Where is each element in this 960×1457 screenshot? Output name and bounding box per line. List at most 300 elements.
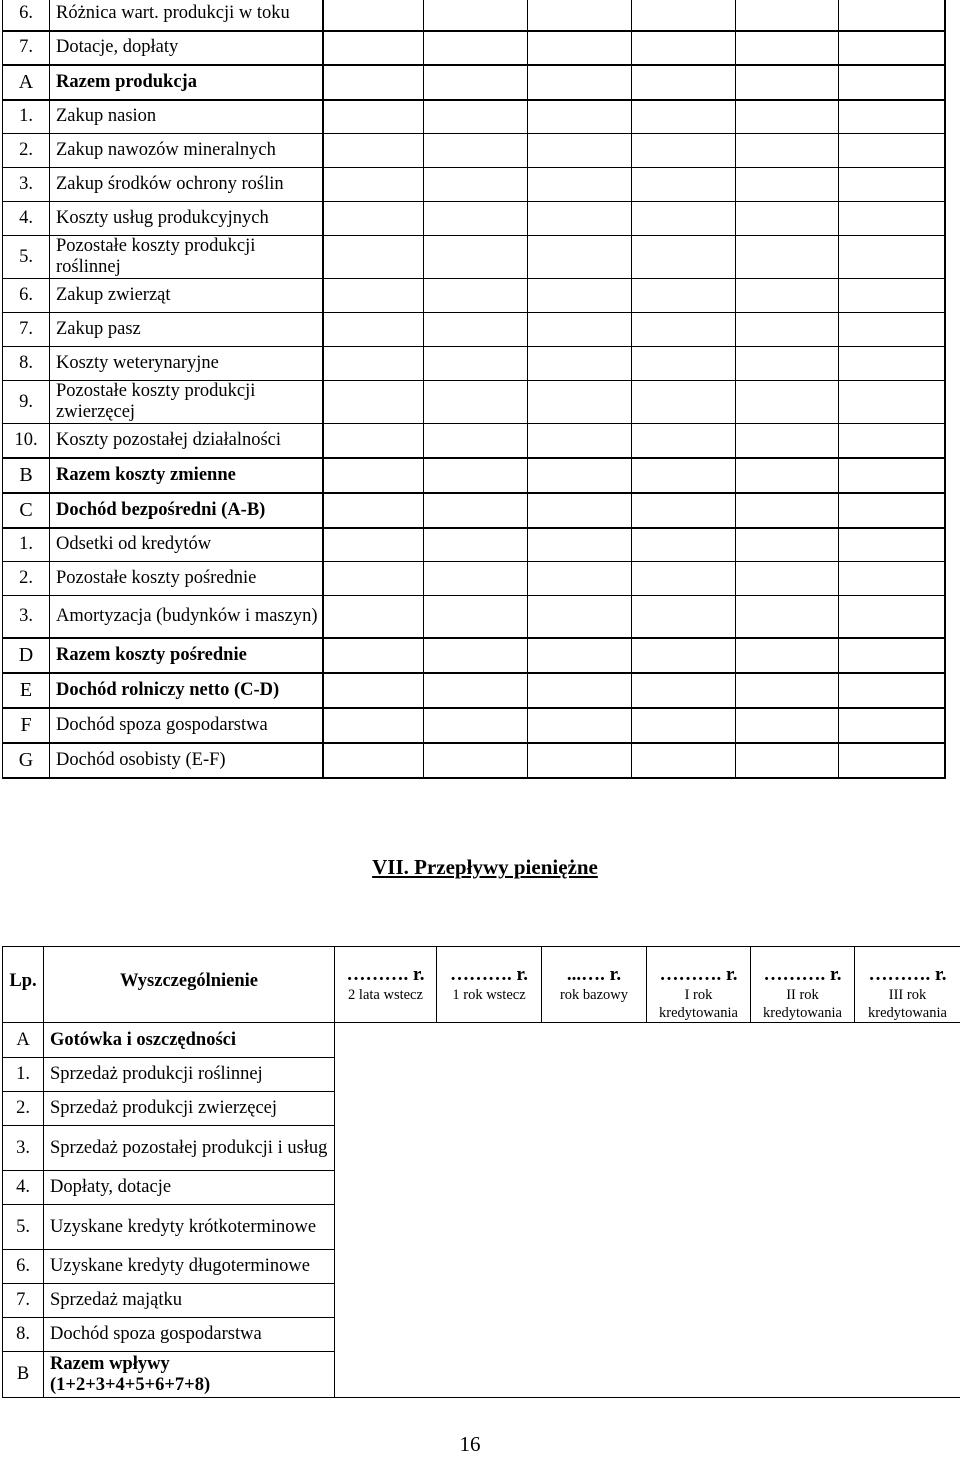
value-cell[interactable] [736,528,839,562]
value-cell[interactable] [839,0,945,31]
value-cell[interactable] [542,1171,647,1205]
value-cell[interactable] [632,236,736,279]
value-cell[interactable] [323,65,424,100]
table-row [3,1126,960,1171]
value-cell[interactable] [736,134,839,168]
value-cell[interactable] [736,381,839,424]
value-cell[interactable] [528,424,632,458]
value-cell[interactable] [839,347,945,381]
row-label: Zakup środków ochrony roślin [50,168,323,202]
value-cell[interactable] [323,673,424,708]
table-row [3,1318,960,1352]
table-row [3,1058,960,1092]
value-cell[interactable] [839,31,945,65]
table-row [3,236,945,279]
value-cell[interactable] [736,313,839,347]
value-cell[interactable] [323,708,424,743]
value-cell[interactable] [632,100,736,134]
value-cell[interactable] [528,528,632,562]
value-cell[interactable] [542,1092,647,1126]
value-cell[interactable] [632,596,736,638]
value-cell[interactable] [323,562,424,596]
value-cell[interactable] [855,1250,960,1284]
value-cell[interactable] [437,1058,542,1092]
value-cell[interactable] [736,168,839,202]
value-cell[interactable] [528,347,632,381]
value-cell[interactable] [855,1058,960,1092]
row-number: A [3,1023,44,1058]
row-number: B [3,458,50,493]
table-row [3,1171,960,1205]
value-cell[interactable] [839,458,945,493]
value-cell[interactable] [323,493,424,528]
row-label: Koszty weterynaryjne [50,347,323,381]
table-row [3,1023,960,1058]
value-cell[interactable] [528,236,632,279]
value-cell[interactable] [542,1058,647,1092]
row-number: 1. [3,1058,44,1092]
value-cell[interactable] [839,100,945,134]
table-row [3,1352,960,1398]
row-label: Sprzedaż majątku [44,1284,335,1318]
table-row [3,1092,960,1126]
value-cell[interactable] [736,638,839,673]
value-cell[interactable] [751,1023,855,1058]
table-row [3,279,945,313]
value-cell[interactable] [424,562,528,596]
value-cell[interactable] [839,562,945,596]
value-cell[interactable] [751,1250,855,1284]
row-label: Dochód spoza gospodarstwa [44,1318,335,1352]
value-cell[interactable] [542,1352,647,1398]
value-cell[interactable] [528,743,632,778]
value-cell[interactable] [424,313,528,347]
row-label: Dochód osobisty (E-F) [50,743,323,778]
value-cell[interactable] [323,424,424,458]
value-cell[interactable] [632,168,736,202]
header-year-2-credit: ………. r. II rok kredytowania [751,947,855,1023]
value-cell[interactable] [335,1126,437,1171]
value-cell[interactable] [542,1023,647,1058]
value-cell[interactable] [647,1023,751,1058]
table-row [3,347,945,381]
table-row [3,424,945,458]
value-cell[interactable] [855,1318,960,1352]
value-cell[interactable] [632,638,736,673]
table-row [3,381,945,424]
value-cell[interactable] [855,1126,960,1171]
value-cell[interactable] [323,202,424,236]
row-label: Uzyskane kredyty długoterminowe [44,1250,335,1284]
value-cell[interactable] [736,236,839,279]
value-cell[interactable] [528,596,632,638]
value-cell[interactable] [437,1284,542,1318]
value-cell[interactable] [632,458,736,493]
value-cell[interactable] [528,638,632,673]
value-cell[interactable] [437,1023,542,1058]
value-cell[interactable] [855,1205,960,1250]
row-number: G [3,743,50,778]
row-number: 3. [3,1126,44,1171]
value-cell[interactable] [424,743,528,778]
cashflow-header-row [3,947,960,1023]
value-cell[interactable] [736,493,839,528]
row-label: Gotówka i oszczędności [44,1023,335,1058]
header-description: Wyszczególnienie [44,947,335,1023]
value-cell[interactable] [736,347,839,381]
value-cell[interactable] [736,0,839,31]
value-cell[interactable] [632,65,736,100]
value-cell[interactable] [751,1284,855,1318]
header-year-1-back: ………. r. 1 rok wstecz [437,947,542,1023]
table-row [3,596,945,638]
value-cell[interactable] [323,347,424,381]
value-cell[interactable] [528,168,632,202]
row-number: B [3,1352,44,1398]
value-cell[interactable] [751,1205,855,1250]
value-cell[interactable] [839,313,945,347]
row-label: Zakup pasz [50,313,323,347]
value-cell[interactable] [528,708,632,743]
header-year-2-back: ………. r. 2 lata wstecz [335,947,437,1023]
row-label: Amortyzacja (budynków i maszyn) [50,596,323,638]
page-number: 16 [0,1432,940,1457]
row-label: Pozostałe koszty produkcji roślinnej [50,236,323,279]
row-label: Dotacje, dopłaty [50,31,323,65]
value-cell[interactable] [736,65,839,100]
table-row [3,134,945,168]
row-number: 7. [3,313,50,347]
value-cell[interactable] [424,596,528,638]
value-cell[interactable] [323,134,424,168]
value-cell[interactable] [647,1205,751,1250]
row-number: 6. [3,1250,44,1284]
row-label: Razem koszty pośrednie [50,638,323,673]
value-cell[interactable] [528,100,632,134]
table-row [3,168,945,202]
value-cell[interactable] [542,1250,647,1284]
row-label: Sprzedaż produkcji zwierzęcej [44,1092,335,1126]
value-cell[interactable] [736,424,839,458]
row-number: 1. [3,528,50,562]
value-cell[interactable] [632,562,736,596]
row-number: 9. [3,381,50,424]
table-row [3,493,945,528]
row-number: C [3,493,50,528]
table-row [3,638,945,673]
value-cell[interactable] [437,1092,542,1126]
value-cell[interactable] [528,381,632,424]
value-cell[interactable] [839,708,945,743]
value-cell[interactable] [839,168,945,202]
value-cell[interactable] [839,493,945,528]
value-cell[interactable] [839,743,945,778]
value-cell[interactable] [424,202,528,236]
row-label: Sprzedaż pozostałej produkcji i usług [44,1126,335,1171]
value-cell[interactable] [437,1250,542,1284]
value-cell[interactable] [335,1171,437,1205]
value-cell[interactable] [323,381,424,424]
value-cell[interactable] [323,236,424,279]
value-cell[interactable] [647,1058,751,1092]
header-year-3-credit: ………. r. III rok kredytowania [855,947,960,1023]
value-cell[interactable] [736,673,839,708]
value-cell[interactable] [424,638,528,673]
value-cell[interactable] [839,638,945,673]
value-cell[interactable] [323,596,424,638]
row-number: 7. [3,31,50,65]
value-cell[interactable] [542,1318,647,1352]
header-year-1-credit: ………. r. I rok kredytowania [647,947,751,1023]
value-cell[interactable] [323,638,424,673]
value-cell[interactable] [335,1023,437,1058]
value-cell[interactable] [736,31,839,65]
table-row [3,100,945,134]
income-table [2,0,946,779]
value-cell[interactable] [424,134,528,168]
value-cell[interactable] [647,1250,751,1284]
value-cell[interactable] [528,134,632,168]
table-row [3,1250,960,1284]
row-label: Dochód rolniczy netto (C-D) [50,673,323,708]
row-label: Razem wpływy (1+2+3+4+5+6+7+8) [44,1352,335,1398]
row-number: 6. [3,279,50,313]
row-label: Razem koszty zmienne [50,458,323,493]
value-cell[interactable] [632,708,736,743]
value-cell[interactable] [632,202,736,236]
table-row [3,1205,960,1250]
value-cell[interactable] [751,1171,855,1205]
value-cell[interactable] [632,134,736,168]
value-cell[interactable] [323,168,424,202]
row-label: Dopłaty, dotacje [44,1171,335,1205]
row-label: Uzyskane kredyty krótkoterminowe [44,1205,335,1250]
value-cell[interactable] [751,1058,855,1092]
value-cell[interactable] [632,673,736,708]
value-cell[interactable] [839,236,945,279]
value-cell[interactable] [323,100,424,134]
value-cell[interactable] [323,0,424,31]
header-year-base: ...…. r. rok bazowy [542,947,647,1023]
value-cell[interactable] [528,673,632,708]
table-row [3,708,945,743]
value-cell[interactable] [632,279,736,313]
value-cell[interactable] [839,65,945,100]
row-label: Koszty pozostałej działalności [50,424,323,458]
value-cell[interactable] [542,1284,647,1318]
value-cell[interactable] [424,458,528,493]
value-cell[interactable] [437,1126,542,1171]
value-cell[interactable] [839,528,945,562]
row-number: 3. [3,168,50,202]
value-cell[interactable] [855,1352,960,1398]
value-cell[interactable] [736,100,839,134]
value-cell[interactable] [424,65,528,100]
value-cell[interactable] [647,1092,751,1126]
value-cell[interactable] [632,493,736,528]
value-cell[interactable] [424,0,528,31]
value-cell[interactable] [335,1092,437,1126]
value-cell[interactable] [323,458,424,493]
value-cell[interactable] [528,202,632,236]
value-cell[interactable] [632,313,736,347]
value-cell[interactable] [424,31,528,65]
value-cell[interactable] [736,596,839,638]
value-cell[interactable] [647,1126,751,1171]
value-cell[interactable] [542,1126,647,1171]
row-number: F [3,708,50,743]
value-cell[interactable] [751,1352,855,1398]
value-cell[interactable] [736,458,839,493]
row-label: Dochód bezpośredni (A-B) [50,493,323,528]
value-cell[interactable] [528,65,632,100]
value-cell[interactable] [839,673,945,708]
row-label: Zakup zwierząt [50,279,323,313]
table-row [3,1284,960,1318]
table-row [3,673,945,708]
value-cell[interactable] [323,313,424,347]
value-cell[interactable] [335,1205,437,1250]
value-cell[interactable] [632,381,736,424]
row-label: Pozostałe koszty pośrednie [50,562,323,596]
value-cell[interactable] [839,381,945,424]
row-label: Pozostałe koszty produkcji zwierzęcej [50,381,323,424]
value-cell[interactable] [528,279,632,313]
cashflow-table [2,946,960,1398]
value-cell[interactable] [736,562,839,596]
value-cell[interactable] [323,743,424,778]
value-cell[interactable] [335,1058,437,1092]
value-cell[interactable] [647,1171,751,1205]
row-number: 2. [3,1092,44,1126]
value-cell[interactable] [424,100,528,134]
value-cell[interactable] [424,673,528,708]
table-row [3,65,945,100]
table-row [3,458,945,493]
row-label: Różnica wart. produkcji w toku [50,0,323,31]
row-label: Odsetki od kredytów [50,528,323,562]
value-cell[interactable] [323,528,424,562]
value-cell[interactable] [424,168,528,202]
row-number: 5. [3,236,50,279]
value-cell[interactable] [424,424,528,458]
table-row [3,31,945,65]
value-cell[interactable] [839,279,945,313]
row-number: D [3,638,50,673]
row-number: 2. [3,134,50,168]
value-cell[interactable] [736,743,839,778]
value-cell[interactable] [437,1352,542,1398]
value-cell[interactable] [542,1205,647,1250]
value-cell[interactable] [424,279,528,313]
value-cell[interactable] [839,596,945,638]
value-cell[interactable] [736,202,839,236]
value-cell[interactable] [528,562,632,596]
value-cell[interactable] [437,1205,542,1250]
value-cell[interactable] [855,1092,960,1126]
table-row [3,313,945,347]
value-cell[interactable] [424,381,528,424]
value-cell[interactable] [424,347,528,381]
header-lp: Lp. [3,947,44,1023]
value-cell[interactable] [632,347,736,381]
value-cell[interactable] [855,1023,960,1058]
value-cell[interactable] [528,313,632,347]
table-row [3,743,945,778]
value-cell[interactable] [437,1318,542,1352]
table-row [3,562,945,596]
value-cell[interactable] [736,708,839,743]
row-number: 1. [3,100,50,134]
value-cell[interactable] [632,31,736,65]
value-cell[interactable] [528,0,632,31]
value-cell[interactable] [647,1352,751,1398]
value-cell[interactable] [335,1318,437,1352]
value-cell[interactable] [335,1250,437,1284]
row-number: 4. [3,1171,44,1205]
row-number: A [3,65,50,100]
row-label: Dochód spoza gospodarstwa [50,708,323,743]
value-cell[interactable] [424,493,528,528]
value-cell[interactable] [647,1284,751,1318]
value-cell[interactable] [323,279,424,313]
value-cell[interactable] [323,31,424,65]
value-cell[interactable] [335,1284,437,1318]
value-cell[interactable] [855,1171,960,1205]
section-title-text: VII. Przepływy pieniężne [372,855,598,879]
value-cell[interactable] [736,279,839,313]
value-cell[interactable] [647,1318,751,1352]
value-cell[interactable] [632,424,736,458]
table-row [3,528,945,562]
value-cell[interactable] [632,743,736,778]
row-label: Koszty usług produkcyjnych [50,202,323,236]
value-cell[interactable] [855,1284,960,1318]
value-cell[interactable] [751,1318,855,1352]
row-number: 10. [3,424,50,458]
value-cell[interactable] [424,236,528,279]
row-number: 6. [3,0,50,31]
value-cell[interactable] [839,202,945,236]
value-cell[interactable] [437,1171,542,1205]
value-cell[interactable] [424,528,528,562]
value-cell[interactable] [335,1352,437,1398]
value-cell[interactable] [751,1092,855,1126]
table-row [3,202,945,236]
row-number: 4. [3,202,50,236]
row-label: Razem produkcja [50,65,323,100]
row-number: 3. [3,596,50,638]
value-cell[interactable] [751,1126,855,1171]
value-cell[interactable] [839,134,945,168]
row-number: 7. [3,1284,44,1318]
value-cell[interactable] [528,31,632,65]
table-row [3,0,945,31]
value-cell[interactable] [424,708,528,743]
section-title [0,855,960,880]
value-cell[interactable] [632,0,736,31]
row-number: 5. [3,1205,44,1250]
row-label: Sprzedaż produkcji roślinnej [44,1058,335,1092]
row-number: 2. [3,562,50,596]
row-label: Zakup nasion [50,100,323,134]
value-cell[interactable] [839,424,945,458]
row-number: 8. [3,347,50,381]
value-cell[interactable] [632,528,736,562]
value-cell[interactable] [528,458,632,493]
row-number: E [3,673,50,708]
value-cell[interactable] [528,493,632,528]
